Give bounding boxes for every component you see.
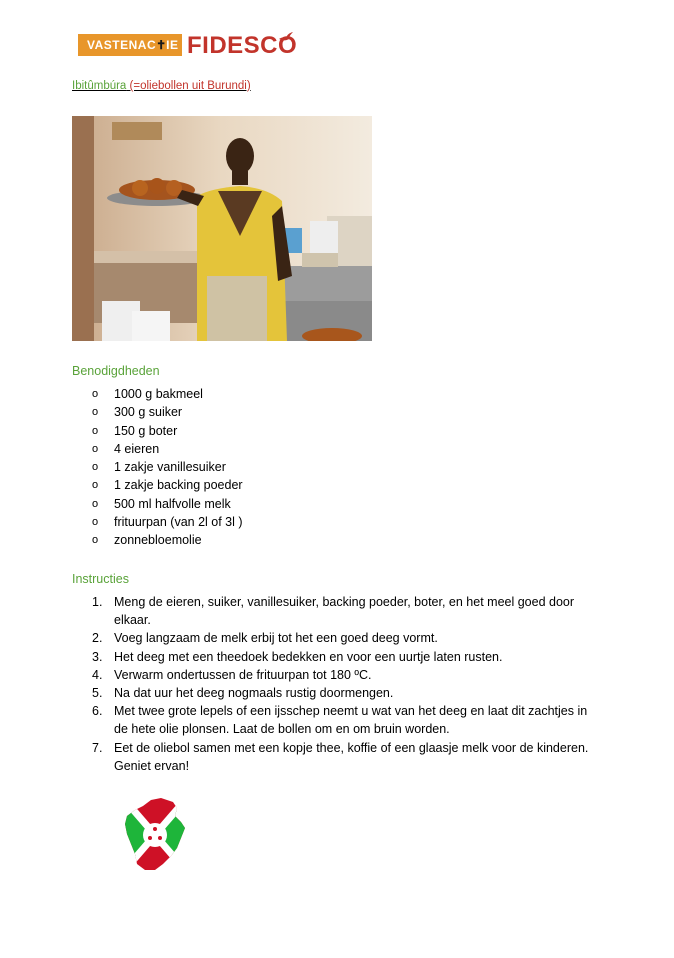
bullet-icon: o xyxy=(92,424,99,437)
instructions-list xyxy=(92,593,592,775)
bird-icon xyxy=(278,31,294,45)
bullet-icon: o xyxy=(92,534,99,547)
list-item: o 300 g suiker xyxy=(92,403,243,421)
list-item: o 150 g boter xyxy=(92,422,243,440)
bullet-icon: o xyxy=(92,497,99,510)
instruction-step: 4. Verwarm ondertussen de frituurpan tot 180 ºC. xyxy=(92,667,372,682)
list-item: o 500 ml halfvolle melk xyxy=(92,495,243,513)
cross-icon: ✝ xyxy=(156,38,167,52)
list-item: o 1 zakje backing poeder xyxy=(92,476,243,494)
instruction-step: 3. Het deeg met een theedoek bedekken en voor een uurtje laten rusten. xyxy=(92,649,503,664)
instruction-step: 1. Meng de eieren, suiker, vanillesuiker, backing poeder, boter, en het meel goed door elkaar. xyxy=(92,595,575,628)
list-item: o frituurpan (van 2l of 3l ) xyxy=(92,513,243,531)
ingredients-list xyxy=(92,385,243,550)
bullet-icon: o xyxy=(92,461,99,474)
instruction-step: 7. Eet de oliebol samen met een kopje thee, koffie of een glaasje melk voor de kinderen. Geniet ervan! xyxy=(92,740,589,773)
list-item: o 4 eieren xyxy=(92,440,243,458)
recipe-photo xyxy=(72,116,372,341)
bullet-icon: o xyxy=(92,479,99,492)
recipe-subtitle xyxy=(72,80,251,92)
instructions-heading: Instructies xyxy=(72,572,129,586)
bullet-icon: o xyxy=(92,516,99,529)
bullet-icon: o xyxy=(92,442,99,455)
list-item: o 1 zakje vanillesuiker xyxy=(92,458,243,476)
subtitle-name: Ibitûmbúra xyxy=(72,80,127,92)
burundi-map-icon xyxy=(123,798,187,872)
fidesco-logo: FIDESCO xyxy=(187,32,298,59)
instruction-step: 5. Na dat uur het deeg nogmaals rustig doormengen. xyxy=(92,686,394,701)
subtitle-translation: (=oliebollen uit Burundi) xyxy=(126,80,251,92)
instruction-step: 6. Met twee grote lepels of een ijsschep neemt u wat van het deeg en laat dit zachtjes in de hete olie plonsen. Laat de bollen om en om bruin worden. xyxy=(92,704,588,737)
bullet-icon: o xyxy=(92,388,99,400)
bullet-icon: o xyxy=(92,406,99,419)
instruction-step: 2. Voeg langzaam de melk erbij tot het een goed deeg vormt. xyxy=(92,631,438,646)
list-item: o zonnebloemolie xyxy=(92,531,243,549)
vastenactie-logo: VASTENAC✝IE xyxy=(78,34,182,56)
list-item: o 1000 g bakmeel xyxy=(92,385,243,403)
ingredients-heading: Benodigdheden xyxy=(72,364,160,378)
